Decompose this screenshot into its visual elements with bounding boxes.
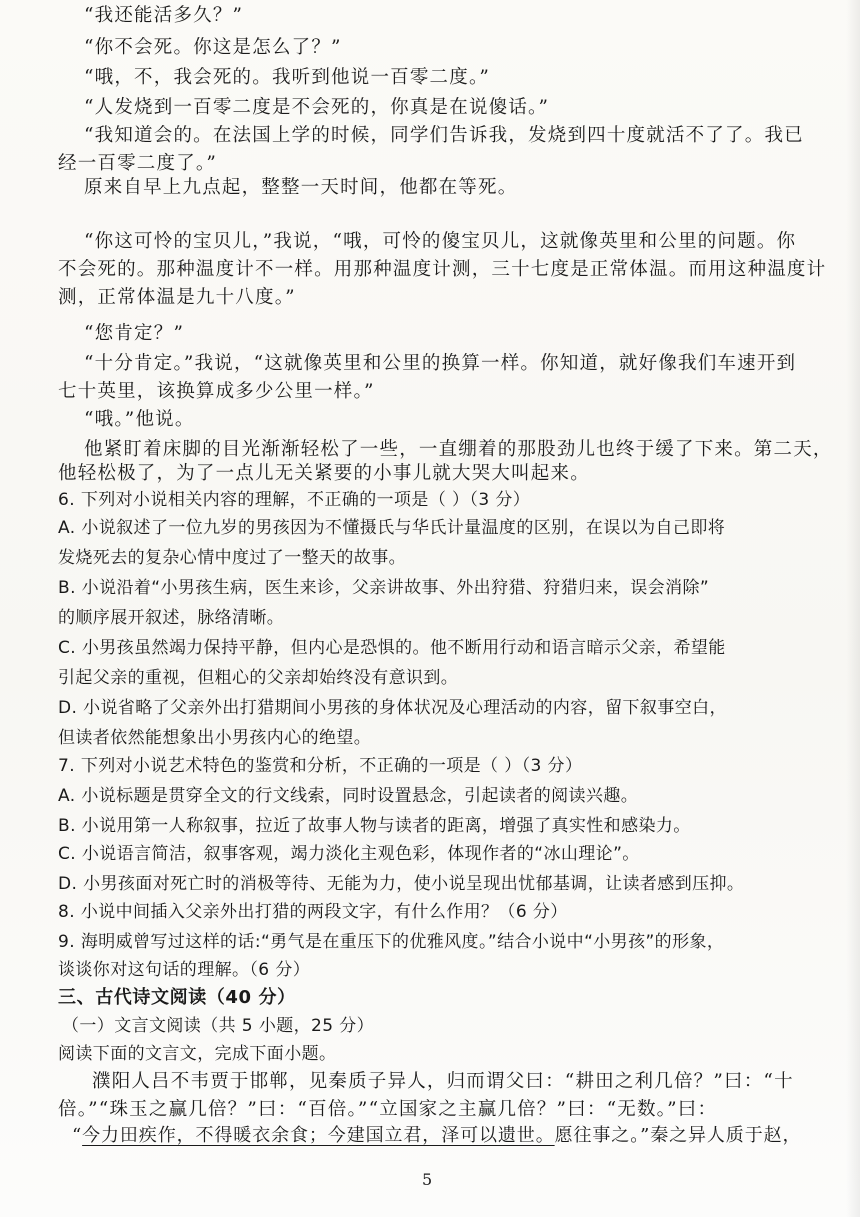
question-6-option-a: A. 小说叙述了一位九岁的男孩因为不懂摄氏与华氏计量温度的区别，在误以为自己即将 [58, 518, 726, 538]
story-line: 测，正常体温是九十八度。” [58, 287, 296, 308]
classical-line-rest: 愿往事之。”秦之异人质于赵， [554, 1125, 802, 1146]
story-line: 不会死的。那种温度计不一样。用那种温度计测，三十七度是正常体温。而用这种温度计 [58, 259, 827, 280]
story-line: 经一百零二度了。” [58, 153, 218, 174]
question-6-option-d-cont: 但读者依然能想象出小男孩内心的绝望。 [58, 728, 372, 748]
underlined-sentence: 今力田疾作，不得暖衣余食；今建国立君，泽可以遗世。 [82, 1125, 555, 1146]
page-number: 5 [422, 1170, 433, 1189]
story-line: “我知道会的。在法国上学的时候，同学们告诉我，发烧到四十度就活不了了。我已 [84, 125, 804, 146]
subsection-1-title: （一）文言文阅读（共 5 小题，25 分） [62, 1016, 375, 1036]
story-line: 他轻松极了，为了一点儿无关紧要的小事儿就大哭大叫起来。 [58, 463, 590, 484]
question-7-option-c: C. 小说语言简洁，叙事客观，竭力淡化主观色彩，体现作者的“冰山理论”。 [58, 844, 640, 864]
question-6-option-b: B. 小说沿着“小男孩生病，医生来诊，父亲讲故事、外出狩猎、狩猎归来，误会消除” [58, 578, 710, 598]
question-7-option-b: B. 小说用第一人称叙事，拉近了故事人物与读者的距离，增强了真实性和感染力。 [58, 816, 691, 836]
classical-line: 倍。”“珠玉之赢几倍？”曰：“百倍。”“立国家之主赢几倍？”曰：“无数。”曰： [58, 1099, 718, 1120]
story-line: “人发烧到一百零二度是不会死的，你真是在说傻话。” [84, 97, 550, 118]
question-6-option-d: D. 小说省略了父亲外出打猎期间小男孩的身体状况及心理活动的内容，留下叙事空白， [58, 698, 727, 718]
scan-edge-shadow [846, 0, 860, 1217]
reading-instruction: 阅读下面的文言文，完成下面小题。 [58, 1044, 337, 1064]
story-line: 他紧盯着床脚的目光渐渐轻松了一些，一直绷着的那股劲儿也终于缓了下来。第二天， [84, 439, 833, 460]
story-line: 七十英里，该换算成多少公里一样。” [58, 381, 375, 402]
question-9-cont: 谈谈你对这句话的理解。（6 分） [58, 960, 311, 980]
question-7-option-a: A. 小说标题是贯穿全文的行文线索，同时设置悬念，引起读者的阅读兴趣。 [58, 786, 639, 806]
story-line: “哦，不，我会死的。我听到他说一百零二度。” [84, 67, 491, 88]
story-line: “你不会死。你这是怎么了？” [84, 37, 342, 58]
question-6-option-c: C. 小男孩虽然竭力保持平静，但内心是恐惧的。他不断用行动和语言暗示父亲，希望能 [58, 638, 726, 658]
question-6: 6. 下列对小说相关内容的理解，不正确的一项是（ ）（3 分） [58, 490, 531, 510]
question-6-option-b-cont: 的顺序展开叙述，脉络清晰。 [58, 608, 285, 628]
open-quote: “ [72, 1125, 83, 1146]
question-7: 7. 下列对小说艺术特色的鉴赏和分析，不正确的一项是（ ）（3 分） [58, 756, 583, 776]
question-9: 9. 海明威曾写过这样的话:“勇气是在重压下的优雅风度。”结合小说中“小男孩”的形象， [58, 932, 725, 952]
story-line: 原来自早上九点起，整整一天时间，他都在等死。 [84, 177, 518, 198]
question-7-option-d: D. 小男孩面对死亡时的消极等待、无能为力，使小说呈现出忧郁基调，让读者感到压抑。 [58, 874, 745, 894]
section-3-title: 三、古代诗文阅读（40 分） [58, 987, 296, 1008]
story-line: “哦。”他说。 [84, 409, 195, 430]
story-line: “您肯定？” [84, 323, 185, 344]
story-line: “我还能活多久？” [84, 5, 244, 26]
question-8: 8. 小说中间插入父亲外出打猎的两段文字，有什么作用？（6 分） [58, 902, 568, 922]
story-line: “你这可怜的宝贝儿，”我说，“哦，可怜的傻宝贝儿，这就像英里和公里的问题。你 [84, 231, 797, 252]
classical-line-underlined [72, 1124, 801, 1148]
classical-line: 濮阳人吕不韦贾于邯郸，见秦质子异人，归而谓父曰：“耕田之利几倍？”曰：“十 [92, 1071, 794, 1092]
question-6-option-a-cont: 发烧死去的复杂心情中度过了一整天的故事。 [58, 548, 406, 568]
story-line: “十分肯定。”我说，“这就像英里和公里的换算一样。你知道，就好像我们车速开到 [84, 353, 797, 374]
question-6-option-c-cont: 引起父亲的重视，但粗心的父亲却始终没有意识到。 [58, 668, 459, 688]
